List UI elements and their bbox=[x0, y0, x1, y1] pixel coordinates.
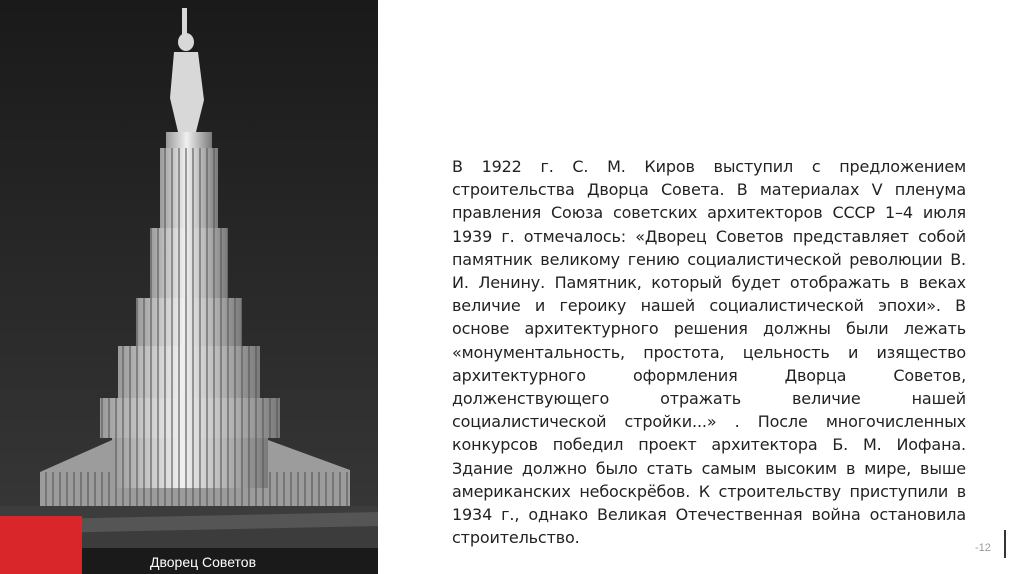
page-number-divider bbox=[1004, 530, 1006, 558]
palace-of-soviets-photo bbox=[0, 0, 378, 574]
body-paragraph: В 1922 г. С. М. Киров выступил с предложением строительства Дворца Совета. В материалах V пленума правления Союза советских архитекторов СССР 1–4 июля 1939 г. отмечалось: «Дворец Советов представляет собой памятник великому гению социалистической революции В. И. Ленину. Памятник, который будет отображать в веках величие и героику нашей социалистической эпохи». В основе архитектурного решения должны были лежать «монументальность, простота, цельность и изящество архитектурного оформления Дворца Советов, долженствующего отражать величие нашей социалистической стройки...» . После многочисленных конкурсов победил проект архитектора Б. М. Иофана. Здание должно было стать самым высоким в мире, выше американских небоскрёбов. К строительству приступили в 1934 г., однако Великая Отечественная война остановила строительство. bbox=[452, 157, 966, 548]
page-number: -12 bbox=[975, 542, 991, 554]
palace-illustration bbox=[0, 0, 378, 574]
photo-caption: Дворец Советов bbox=[150, 554, 257, 570]
accent-block bbox=[0, 516, 82, 574]
